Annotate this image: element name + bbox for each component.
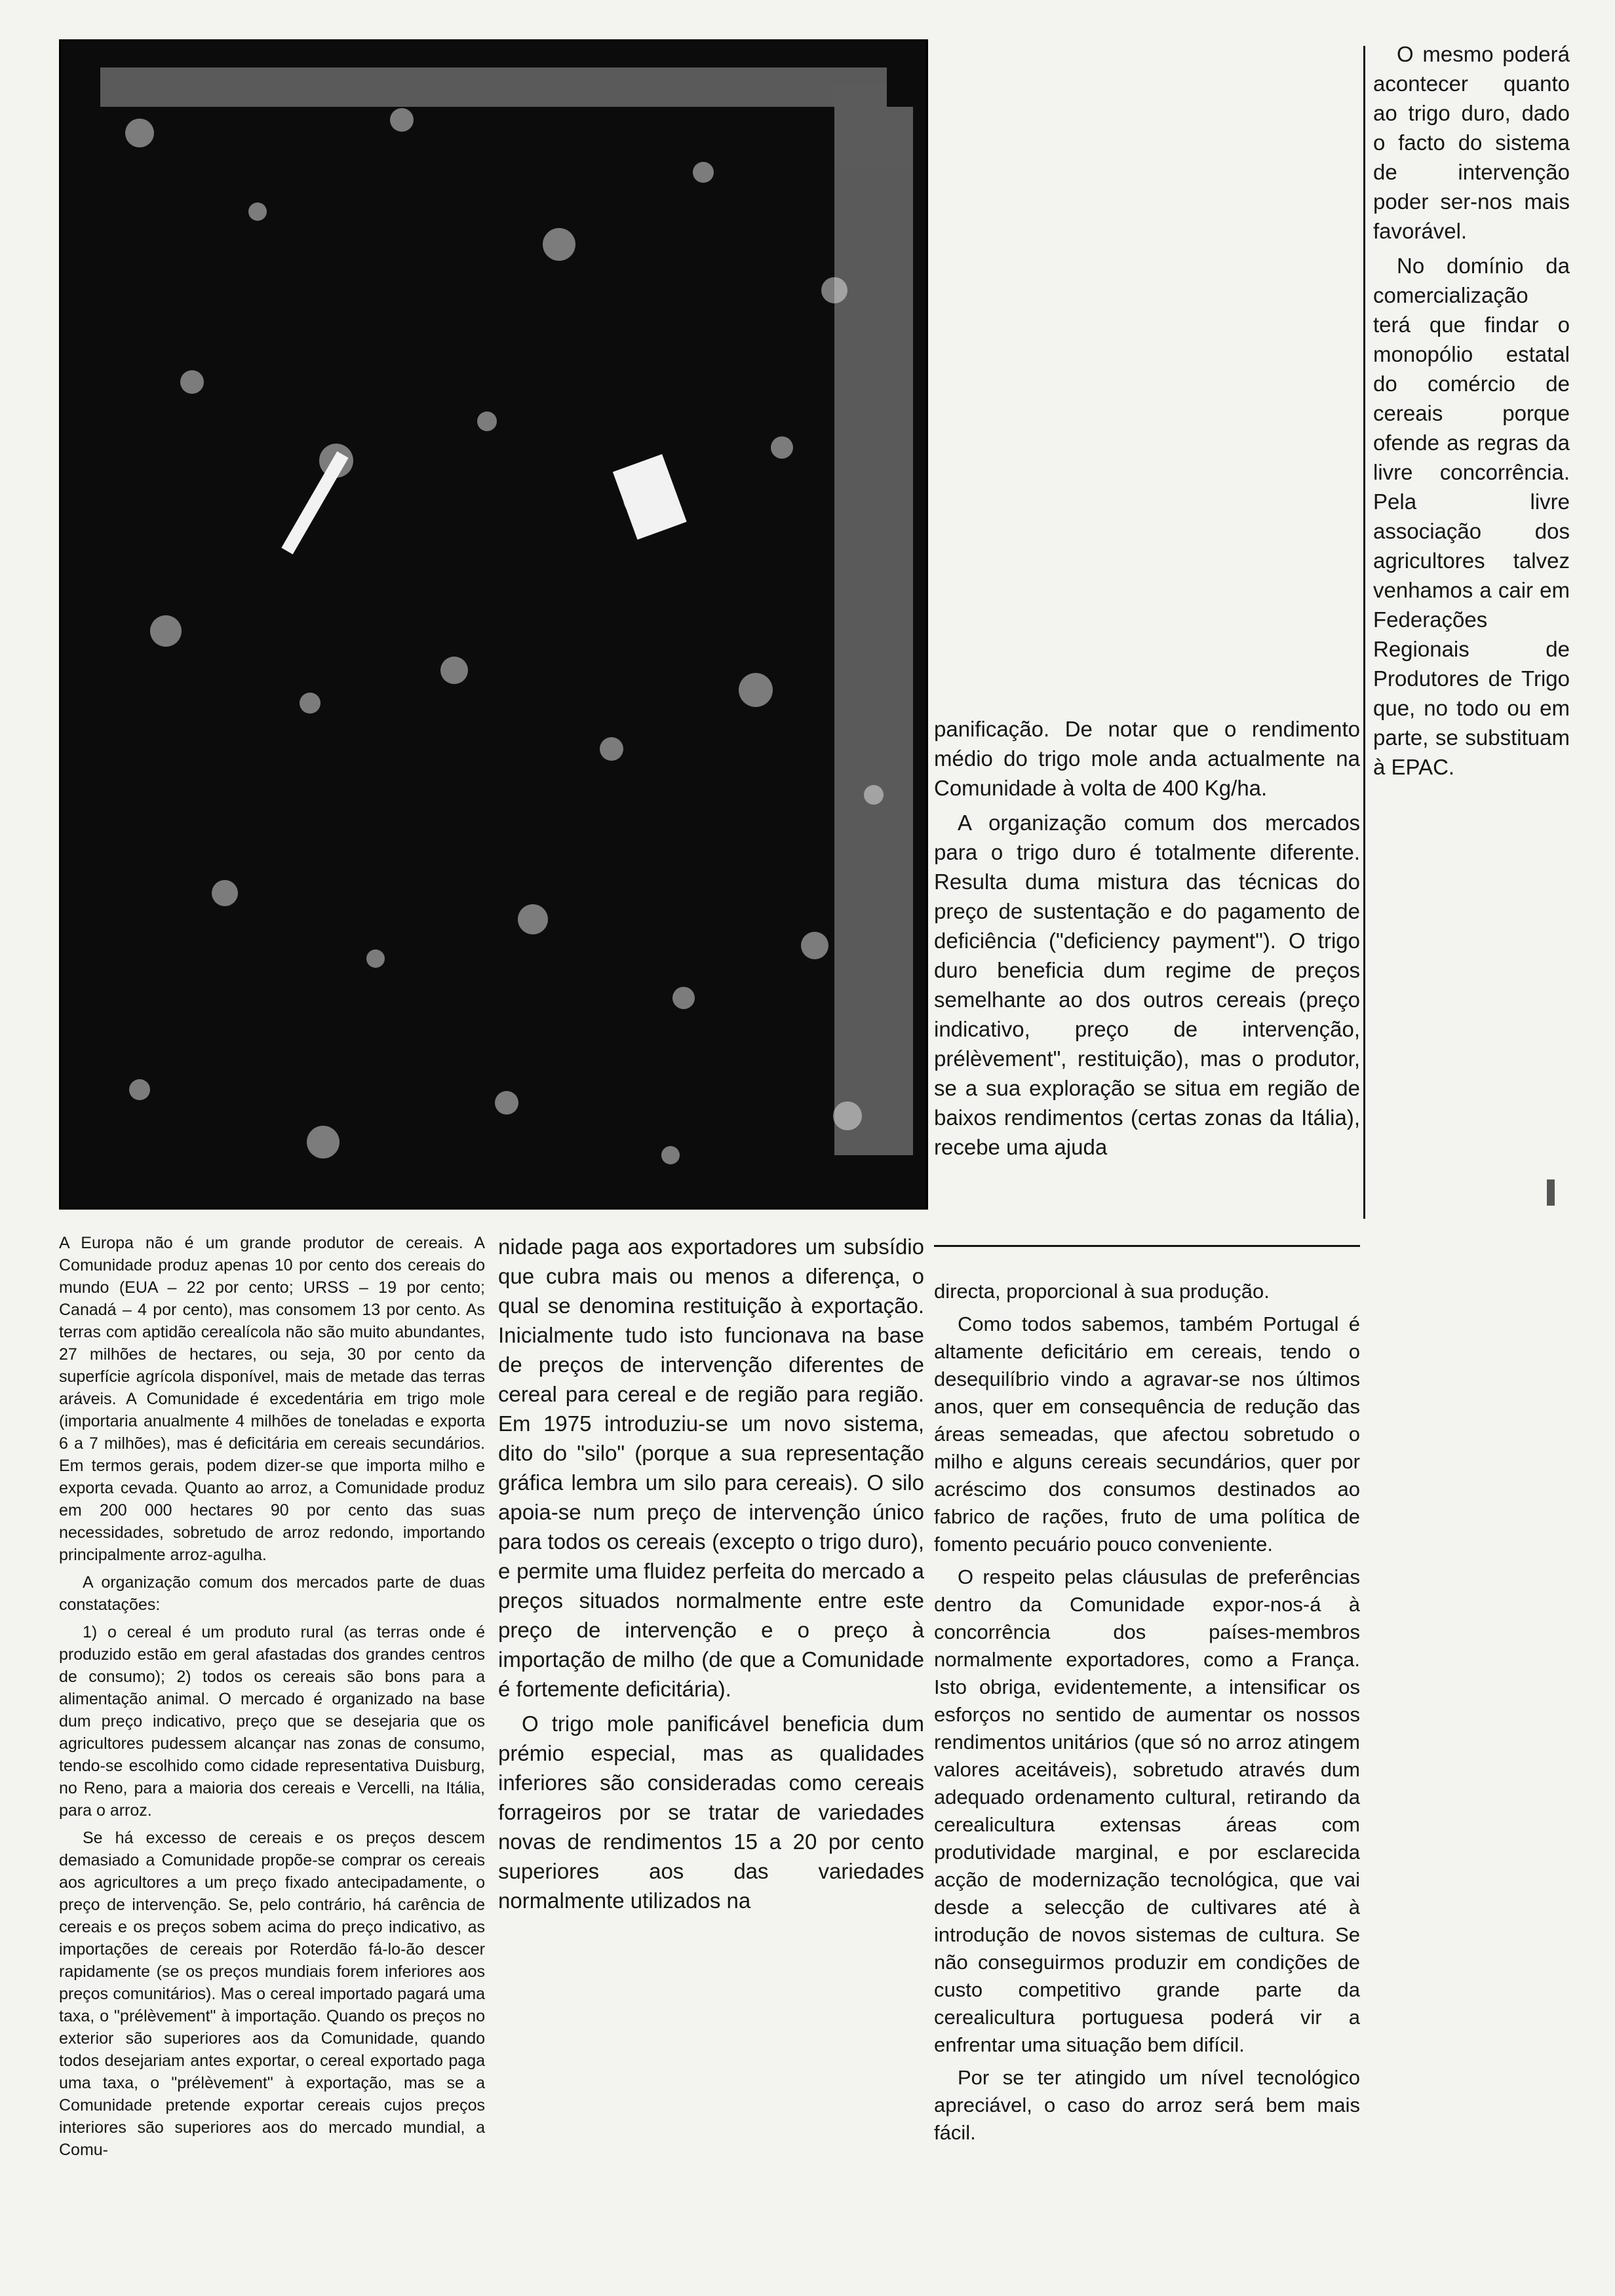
paragraph: panificação. De notar que o rendimento médio do trigo mole anda actualmente na Comunidade à volta de 400 Kg/ha. <box>934 717 1360 800</box>
paragraph: O mesmo poderá acontecer quanto ao trigo duro, dado o facto do sistema de intervenção poder ser-nos mais favorável. <box>1373 42 1570 243</box>
column-divider <box>1363 46 1365 1219</box>
paragraph: A organização comum dos mercados parte de duas constatações: <box>59 1573 485 1614</box>
paragraph: 1) o cereal é um produto rural (as terras onde é produzido estão em geral afastadas dos grandes centros de consumo); 2) todos os cereais são bons para a alimentação animal. O mercado é organizado na base dum preço indicativo, preço que se desejaria que os agricultores pudessem alcançar nas zonas de consumo, tendo-se escolhido como cidade representativa Duisburg, no Reno, para a maioria dos cereais e Vercelli, na Itália, para o arroz. <box>59 1623 485 1820</box>
paragraph: O respeito pelas cláusulas de preferências dentro da Comunidade expor-nos-á à concorrência dos países-membros normalmente exportadores, como a França. Isto obriga, evidentemente, a intensificar os esforços no sentido de aumentar os nossos rendimentos unitários (que só no arroz atingem valores aceitáveis), sobretudo através dum adequado ordenamento cultural, retirando da cerealicultura extensas áreas com produtividade marginal, e por esclarecida acção de modernização tecnológica, que vai desde a selecção de cultivares até à introdução de novos sistemas de cultura. Se não conseguirmos produzir em condições de custo competitivo grande parte da cerealicultura portuguesa poderá vir a enfrentar uma situação bem difícil. <box>934 1565 1360 2056</box>
article-column-3 <box>934 714 1360 1232</box>
article-column-4 <box>934 1278 1360 2182</box>
article-column-5 <box>1373 39 1570 1219</box>
paragraph: No domínio da comercialização terá que findar o monopólio estatal do comércio de cereais porque ofende as regras da livre concorrência. Pela livre associação dos agricultores talvez venhamos a cair em Federações Regionais de Produtores de Trigo que, no todo ou em parte, se substituam à EPAC. <box>1373 254 1570 779</box>
paragraph: O trigo mole panificável beneficia dum prémio especial, mas as qualidades inferiores são consideradas como cereais forrageiros por se tratar de variedades novas de rendimentos 15 a 20 por cento superiores aos das variedades normalmente utilizados na <box>498 1712 924 1913</box>
photo-cereal-field <box>59 39 928 1210</box>
paragraph: A organização comum dos mercados para o trigo duro é totalmente diferente. Resulta duma mistura das técnicas do preço de sustentação e do pagamento de deficiência ("deficiency payment"). O trigo duro beneficia dum regime de preços semelhante ao dos outros cereais (preço indicativo, preço de intervenção, prélèvement", restituição), mas o produtor, se a sua exploração se situa em região de baixos rendimentos (certas zonas da Itália), recebe uma ajuda <box>934 811 1360 1159</box>
paragraph: directa, proporcional à sua produção. <box>934 1280 1270 1303</box>
column-divider <box>934 1245 1360 1247</box>
paragraph: nidade paga aos exportadores um subsídio que cubra mais ou menos a diferença, o qual se denomina restituição à exportação. Inicialmente tudo isto funcionava na base de preços de intervenção diferentes de cereal para cereal e de região para região. Em 1975 introduziu-se um novo sistema, dito do "silo" (porque a sua representação gráfica lembra um silo para cereais). O silo apoia-se num preço de intervenção único para todos os cereais (excepto o trigo duro), e permite uma fluidez perfeita do mercado a preços situados normalmente entre este preço de intervenção e o preço à importação de milho (de que a Comunidade é fortemente deficitária). <box>498 1234 924 1701</box>
field-photo-graphic <box>61 41 926 1208</box>
paragraph: Como todos sabemos, também Portugal é altamente deficitário em cereais, tendo o desequilíbrio vindo a agravar-se nos últimos anos, quer em consequência de redução das áreas semeadas, que afectou sobretudo o milho e alguns cereais secundários, quer por acréscimo dos consumos destinados ao fabrico de rações, fruto de uma política de fomento pecuário pouco conveniente. <box>934 1312 1360 1556</box>
paragraph: Por se ter atingido um nível tecnológico apreciável, o caso do arroz será bem mais fácil. <box>934 2066 1360 2144</box>
article-column-1 <box>59 1232 485 2195</box>
paragraph: A Europa não é um grande produtor de cereais. A Comunidade produz apenas 10 por cento dos cereais do mundo (EUA – 22 por cento; URSS – 19 por cento; Canadá – 4 por cento), mas consomem 13 por cento. As terras com aptidão cerealícola não são muito abundantes, 27 milhões de hectares, ou seja, 30 por cento da superfície agrícola disponível, mais de metade das terras aráveis. A Comunidade é excedentária em trigo mole (importaria anualmente 4 milhões de toneladas e exporta 6 a 7 milhões), mas é deficitária em cereais secundários. Em termos gerais, podem dizer-se que importa milho e exporta cevada. Quanto ao arroz, a Comunidade produz em 200 000 hectares 90 por cento das suas necessidades, sobretudo de arroz redondo, importando principalmente arroz-agulha. <box>59 1234 485 1564</box>
paragraph: Se há excesso de cereais e os preços descem demasiado a Comunidade propõe-se comprar os cereais aos agricultores a um preço fixado antecipadamente, o preço de intervenção. Se, pelo contrário, há carência de cereais e os preços sobem acima do preço indicativo, as importações de cereais por Roterdão fá-lo-ão descer rapidamente (se os preços mundiais forem inferiores aos preços comunitários). Mas o cereal importado pagará uma taxa, o "prélèvement" à importação. Quando os preços no exterior são superiores aos da Comunidade, quando todos desejariam antes exportar, o cereal exportado paga uma taxa, o "prélèvement" à exportação, mas se a Comunidade pretende exportar cereais cujos preços interiores são superiores aos do mercado mundial, a Comu- <box>59 1829 485 2159</box>
article-column-2 <box>498 1232 924 2195</box>
